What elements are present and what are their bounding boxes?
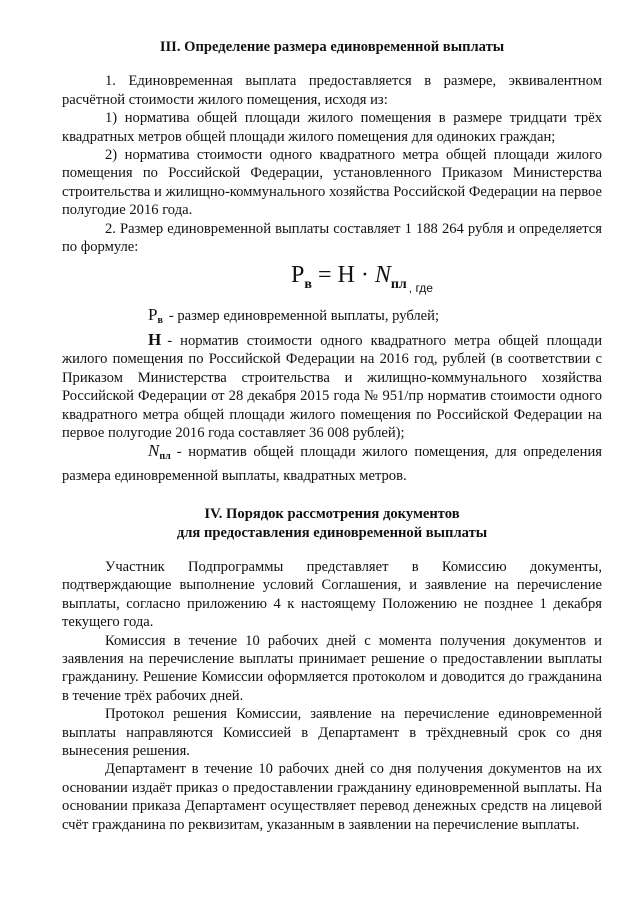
formula-lhs-sub: в <box>304 277 312 293</box>
formula-equals: = <box>311 262 338 289</box>
section-4-title-line-1: IV. Порядок рассмотрения документов <box>204 506 460 523</box>
spacer <box>62 56 602 72</box>
formula-h: Н <box>337 262 355 289</box>
symbol-npl <box>105 442 171 466</box>
definition-h <box>62 331 602 442</box>
symbol-pv <box>105 306 163 330</box>
definition-pv <box>62 306 602 330</box>
section-3-title: III. Определение размера единовременной выплаты <box>159 39 505 55</box>
symbol-pv-main: Р <box>148 305 158 325</box>
paragraph-4-3: Протокол решения Комиссии, заявление на перечисление единовременной выплаты направляются Комиссией в Департамент в трёхдневный срок со дня вынесения решения. <box>62 706 602 759</box>
definition-h-text: - норматив стоимости одного квадратного метра общей площади жилого помещения по Российской Федерации на 2016 год, рублей (в соответствии с Приказом Министерства строительства и жилищно-коммунального хозяйства Российской Федерации от 28 декабря 2015 года № 951/пр норматив стоимости одного квадратного метра общей площади жилого помещения по Российской Федерации на первое полугодие 2016 года составляет 36 008 рублей); <box>62 332 602 441</box>
document-page <box>62 38 602 834</box>
formula-expression <box>291 262 407 294</box>
formula <box>62 262 602 296</box>
formula-n-sub: пл <box>390 277 407 293</box>
formula-dot: · <box>354 262 375 289</box>
definition-npl <box>62 442 602 485</box>
spacer <box>62 542 602 558</box>
paragraph-4-2: Комиссия в течение 10 рабочих дней с момента получения документов и заявления на перечисление выплаты принимает решение о предоставлении выплаты гражданину. Решение Комиссии оформляется протоколом и доводится до гражданина в течение трёх рабочих дней. <box>62 632 602 704</box>
symbol-h-main: Н <box>148 329 162 349</box>
paragraph-3-1-item-2: 2) норматива стоимости одного квадратного метра общей площади жилого помещения по Российской Федерации, установленного Приказом Министерства строительства и жилищно-коммунального хозяйства Российской Федерации на первое полугодие 2016 года. <box>62 147 602 219</box>
formula-where: , где <box>408 281 433 296</box>
symbol-h <box>105 331 161 349</box>
symbol-npl-main: N <box>148 441 160 461</box>
section-4-title-line-2: для предоставления единовременной выплаты <box>176 524 488 541</box>
paragraph-4-4: Департамент в течение 10 рабочих дней со дня получения документов на их основании издаёт приказ о предоставлении гражданину единовременной выплаты. На основании приказа Департамент осуществляет перевод денежных средств на лицевой счёт гражданина по реквизитам, указанным в заявлении на перечисление выплаты. <box>62 761 602 833</box>
paragraph-3-2: 2. Размер единовременной выплаты составляет 1 188 264 рубля и определяется по формуле: <box>62 220 602 256</box>
definition-npl-text: - норматив общей площади жилого помещения, для определения размера единовременной выплаты, квадратных метров. <box>62 444 602 484</box>
formula-n: N <box>374 262 391 289</box>
symbol-npl-sub: пл <box>159 451 171 463</box>
spacer <box>62 485 602 505</box>
paragraph-3-1-item-1: 1) норматива общей площади жилого помещения в размере тридцати трёх квадратных метров общей площади жилого помещения для одиноких граждан; <box>62 110 602 145</box>
paragraph-4-1: Участник Подпрограммы представляет в Комиссию документы, подтверждающие выполнение условий Соглашения, и заявление на перечисление выплаты, согласно приложению 4 к настоящему Положению не позднее 1 декабря текущего года. <box>62 558 602 631</box>
paragraph-3-1: 1. Единовременная выплата предоставляется в размере, эквивалентном расчётной стоимости жилого помещения, исходя из: <box>62 73 602 108</box>
symbol-pv-sub: в <box>157 315 163 327</box>
definition-pv-text: - размер единовременной выплаты, рублей; <box>168 308 440 325</box>
formula-lhs: Р <box>291 262 305 289</box>
